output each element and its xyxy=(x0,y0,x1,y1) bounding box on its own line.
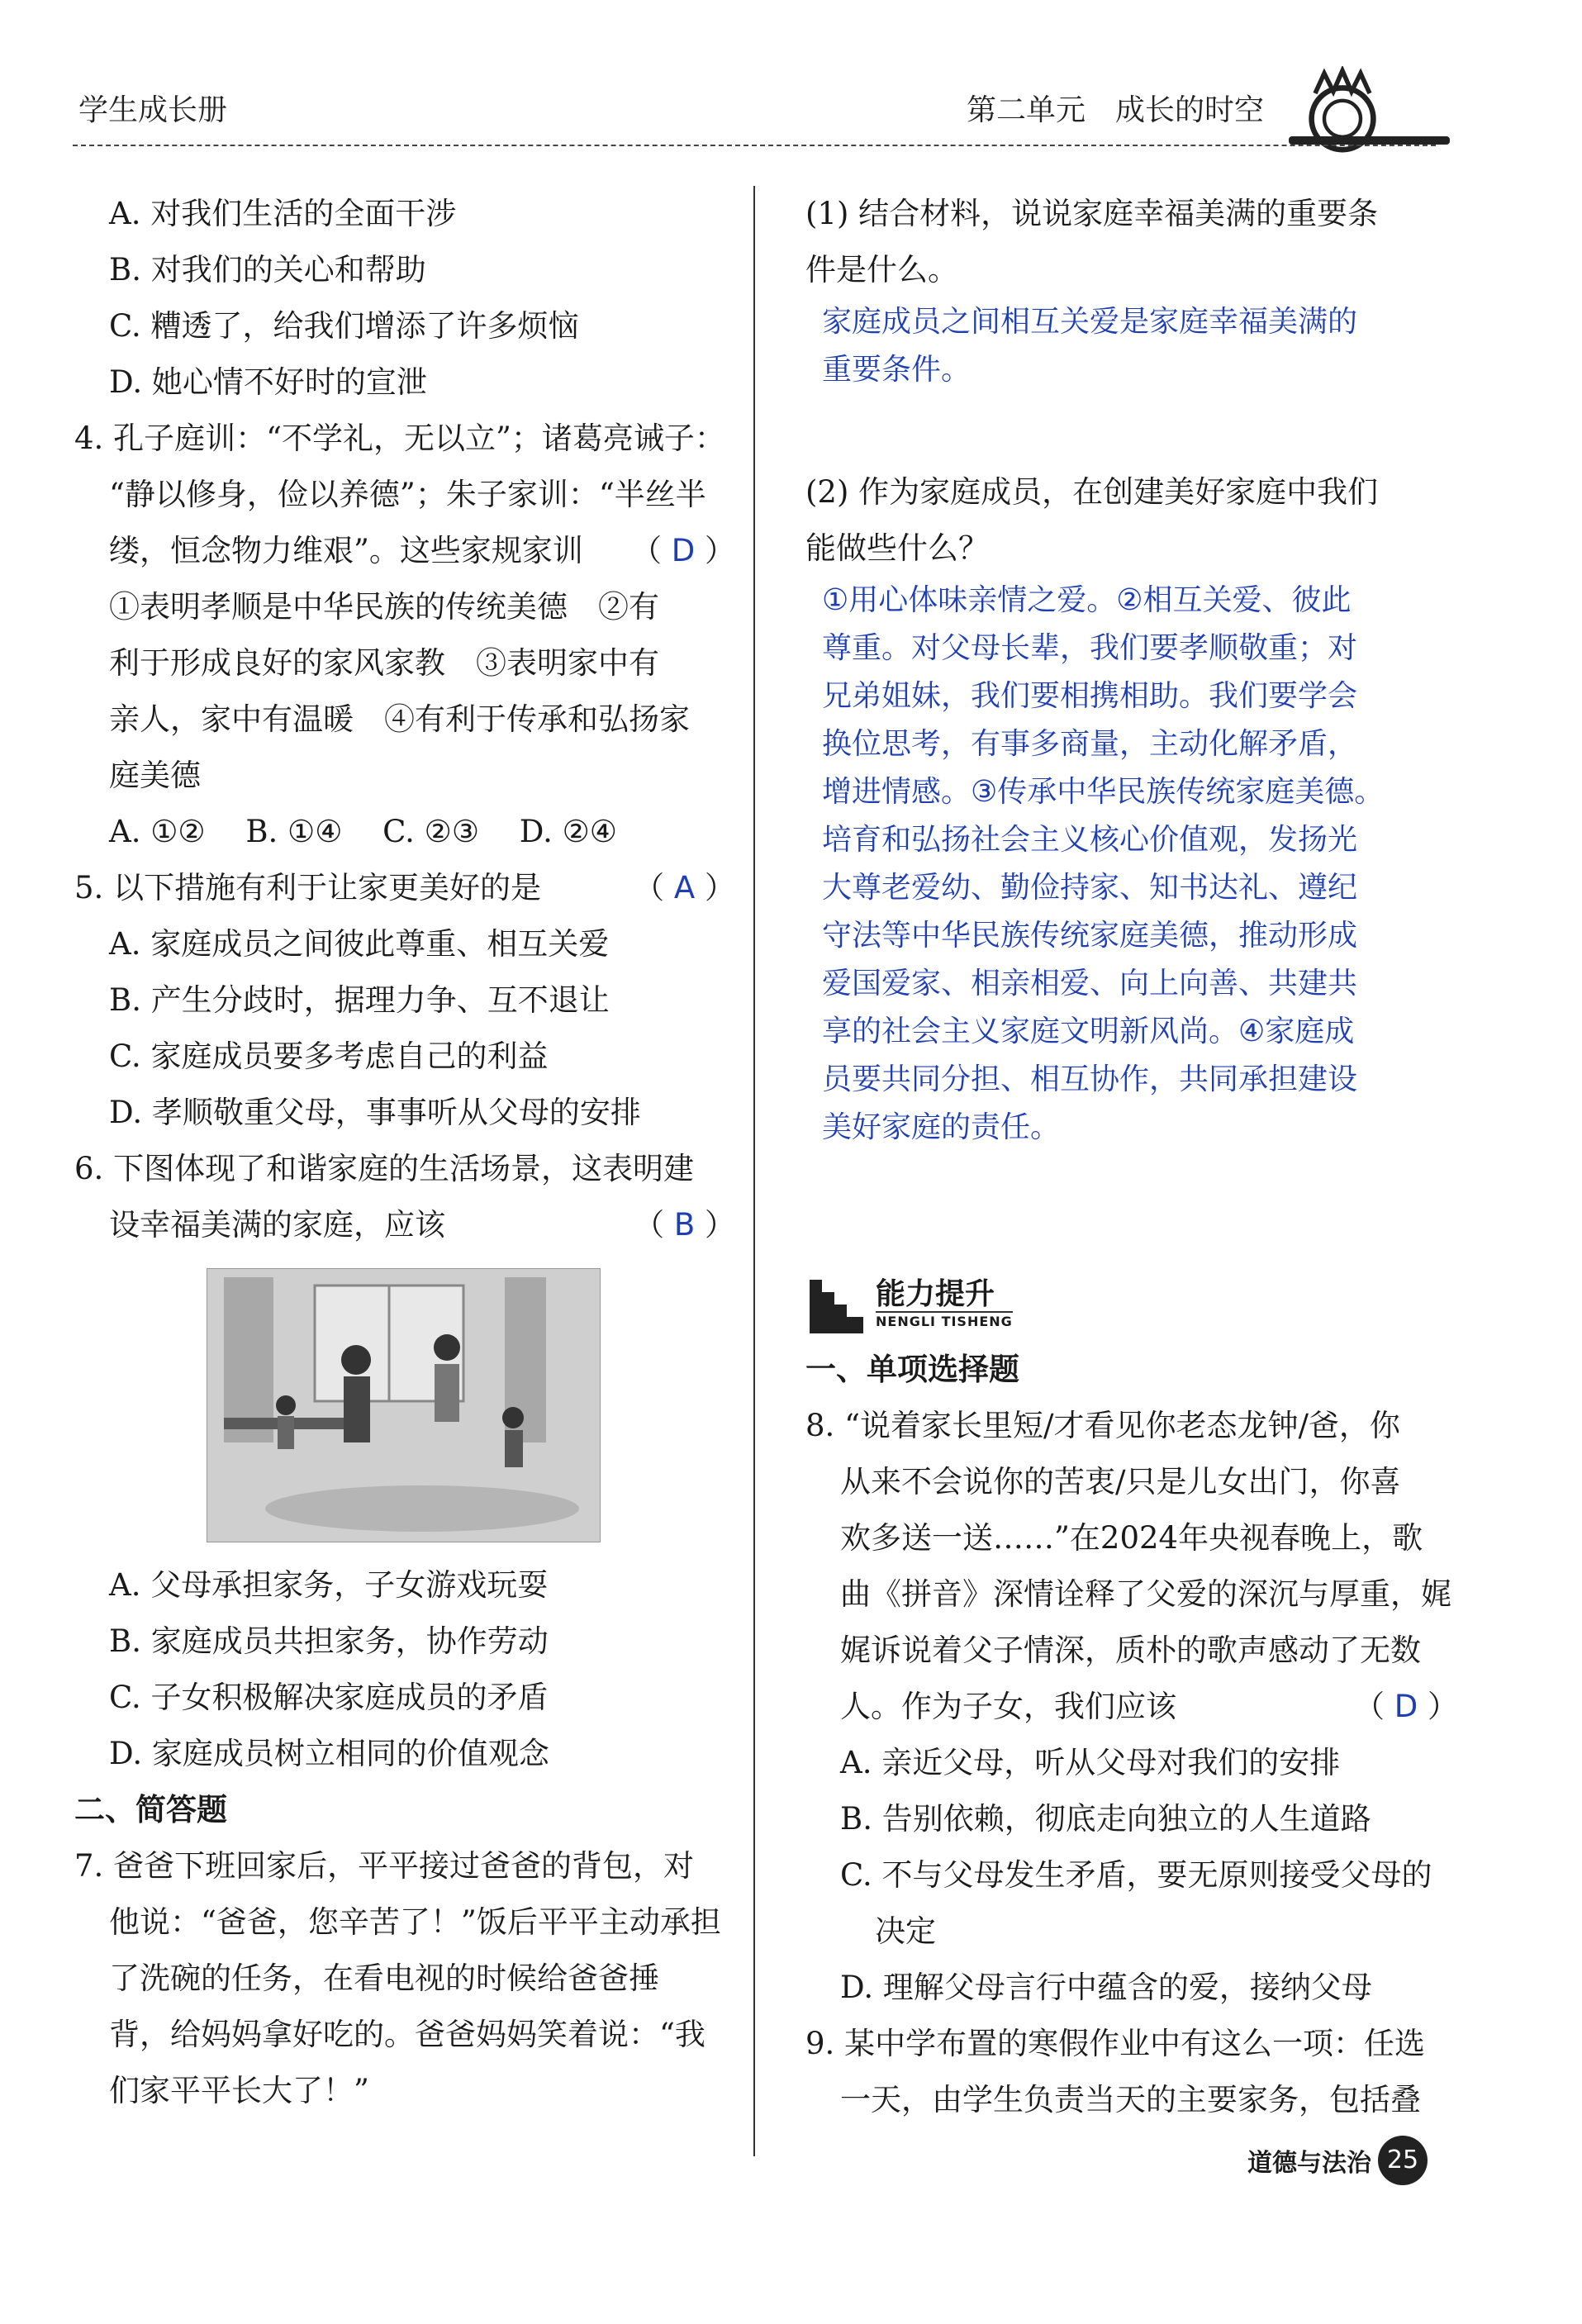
answer-line: 尊重。对父母长辈，我们要孝顺敬重；对 xyxy=(822,631,1358,665)
answer-line: ①用心体味亲情之爱。②相互关爱、彼此 xyxy=(822,583,1352,617)
q9-line: 9. 某中学布置的寒假作业中有这么一项：任选 xyxy=(805,2026,1426,2061)
q7-1-answer xyxy=(805,298,1458,394)
q4-line-text: 缕，恒念物力维艰”。这些家规家训 xyxy=(109,533,583,568)
q7-line: 们家平平长大了！” xyxy=(109,2073,369,2108)
q4-statement: 利于形成良好的家风家教 ③表明家中有 xyxy=(109,645,659,681)
q3-option-b: B. 对我们的关心和帮助 xyxy=(109,252,426,288)
q6-line xyxy=(74,1197,735,1253)
q8-line: 娓诉说着父子情深，质朴的歌声感动了无数 xyxy=(840,1633,1421,1668)
q5-answer: A xyxy=(673,870,696,905)
q4-statement: 庭美德 xyxy=(109,758,201,793)
q8-answer: D xyxy=(1394,1689,1418,1724)
q5-stem-line xyxy=(74,860,735,916)
answer-line: 守法等中华民族传统家庭美德，推动形成 xyxy=(822,919,1358,953)
q8-option-d: D. 理解父母言行中蕴含的爱，接纳父母 xyxy=(840,1970,1372,2005)
q8-line: 8. “说着家长里短/才看见你老态龙钟/爸，你 xyxy=(805,1408,1400,1443)
q5-option-b: B. 产生分歧时，据理力争、互不退让 xyxy=(109,982,610,1018)
q4-answer-bracket: （ D ） xyxy=(630,533,735,568)
answer-line: 增进情感。③传承中华民族传统家庭美德。 xyxy=(822,775,1385,809)
banner-title: 能力提升 xyxy=(876,1277,995,1311)
q4-line: 4. 孔子庭训：“不学礼，无以立”；诸葛亮诫子： xyxy=(74,421,725,456)
family-scene-image xyxy=(207,1269,600,1542)
answer-line: 享的社会主义家庭文明新风尚。④家庭成 xyxy=(822,1015,1355,1048)
q5-option-c: C. 家庭成员要多考虑自己的利益 xyxy=(109,1038,549,1074)
answer-line: 大尊老爱幼、勤俭持家、知书达礼、遵纪 xyxy=(822,871,1358,905)
q5-option-d: D. 孝顺敬重父母，事事听从父母的安排 xyxy=(109,1095,641,1130)
left-column xyxy=(74,186,735,2119)
q8-option-a: A. 亲近父母，听从父母对我们的安排 xyxy=(840,1745,1341,1780)
answer-line: 家庭成员之间相互关爱是家庭幸福美满的 xyxy=(822,305,1358,339)
q6-option-c: C. 子女积极解决家庭成员的矛盾 xyxy=(109,1680,549,1715)
right-column xyxy=(805,186,1458,2128)
q4-line xyxy=(74,523,735,579)
banner-subtitle: NENGLI TISHENG xyxy=(876,1311,1013,1331)
stairs-icon xyxy=(805,1271,867,1338)
q6-line-text: 设幸福美满的家庭，应该 xyxy=(109,1207,445,1243)
answer-line: 换位思考，有事多商量，主动化解矛盾， xyxy=(822,727,1358,761)
answer-line: 重要条件。 xyxy=(822,353,972,387)
q3-option-c: C. 糟透了，给我们增添了许多烦恼 xyxy=(109,308,579,344)
answer-line: 爱国爱家、相亲相爱、向上向善、共建共 xyxy=(822,967,1358,1000)
answer-line: 员要共同分担、相互协作，共同承担建设 xyxy=(822,1062,1358,1096)
q7-line: 了洗碗的任务，在看电视的时候给爸爸捶 xyxy=(109,1960,659,1996)
q4-answer: D xyxy=(671,533,696,568)
q3-option-d: D. 她心情不好时的宣泄 xyxy=(109,364,427,400)
q8-option-c-cont: 决定 xyxy=(875,1913,936,1949)
q5-answer-bracket: （ A ） xyxy=(634,870,735,905)
subject-label: 道德与法治 xyxy=(1247,2149,1371,2178)
answer-line: 美好家庭的责任。 xyxy=(822,1110,1061,1144)
page-number: 25 xyxy=(1378,2136,1428,2185)
answer-line: 培育和弘扬社会主义核心价值观，发扬光 xyxy=(822,823,1358,857)
q4-statement: ①表明孝顺是中华民族的传统美德 ②有 xyxy=(109,589,659,625)
q6-answer: B xyxy=(673,1207,696,1243)
q7-line: 7. 爸爸下班回家后，平平接过爸爸的背包，对 xyxy=(74,1848,695,1884)
q8-answer-bracket: （ D ） xyxy=(1353,1689,1458,1724)
q4-options: A. ①② B. ①④ C. ②③ D. ②④ xyxy=(109,814,617,849)
q5-stem: 5. 以下措施有利于让家更美好的是 xyxy=(74,870,542,905)
q7-line: 他说：“爸爸，您辛苦了！”饭后平平主动承担 xyxy=(109,1904,721,1940)
q8-line-text: 人。作为子女，我们应该 xyxy=(840,1689,1176,1724)
header-left: 学生成长册 xyxy=(78,93,228,127)
q8-option-c: C. 不与父母发生矛盾，要无原则接受父母的 xyxy=(840,1857,1432,1893)
column-divider xyxy=(753,186,755,2156)
family-chores-illustration xyxy=(207,1268,601,1542)
q6-answer-bracket: （ B ） xyxy=(634,1207,735,1243)
q8-option-b: B. 告别依赖，彻底走向独立的人生道路 xyxy=(840,1801,1371,1837)
section-single-choice-heading: 一、单项选择题 xyxy=(805,1352,1019,1387)
q7-line: 背，给妈妈拿好吃的。爸爸妈妈笑着说：“我 xyxy=(109,2017,705,2052)
q5-option-a: A. 家庭成员之间彼此尊重、相互关爱 xyxy=(109,926,610,962)
q6-line: 6. 下图体现了和谐家庭的生活场景，这表明建 xyxy=(74,1151,695,1186)
q3-option-a: A. 对我们生活的全面干涉 xyxy=(109,196,457,231)
header-right: 第二单元 成长的时空 xyxy=(967,93,1265,127)
q7-1-question: (1) 结合材料，说说家庭幸福美满的重要条 xyxy=(805,196,1379,231)
q6-option-d: D. 家庭成员树立相同的价值观念 xyxy=(109,1736,549,1771)
q7-2-question: 能做些什么？ xyxy=(805,530,989,566)
header-rule-bar xyxy=(1289,136,1450,145)
q8-line: 欢多送一送……”在2024年央视春晚上，歌 xyxy=(840,1520,1423,1556)
q4-statement: 亲人，家中有温暖 ④有利于传承和弘扬家 xyxy=(109,701,690,737)
q9-line: 一天，由学生负责当天的主要家务，包括叠 xyxy=(840,2082,1421,2117)
q8-line: 曲《拼音》深情诠释了父爱的深沉与厚重，娓 xyxy=(840,1576,1451,1612)
q4-line: “静以修身，俭以养德”；朱子家训：“半丝半 xyxy=(109,477,706,512)
q6-option-b: B. 家庭成员共担家务，协作劳动 xyxy=(109,1623,549,1659)
section-short-answer-heading: 二、简答题 xyxy=(74,1792,227,1827)
q7-1-question: 件是什么。 xyxy=(805,252,958,288)
q8-line: 从来不会说你的苦衷/只是儿女出门，你喜 xyxy=(840,1464,1401,1499)
page-footer xyxy=(1247,2136,1428,2185)
q6-option-a: A. 父母承担家务，子女游戏玩耍 xyxy=(109,1567,549,1603)
answer-line: 兄弟姐妹，我们要相携相助。我们要学会 xyxy=(822,679,1358,713)
ability-banner xyxy=(805,1267,1458,1342)
header-rule xyxy=(73,145,1436,146)
q7-2-answer xyxy=(805,577,1458,1152)
q8-line xyxy=(805,1679,1458,1735)
q7-2-question: (2) 作为家庭成员，在创建美好家庭中我们 xyxy=(805,474,1379,510)
